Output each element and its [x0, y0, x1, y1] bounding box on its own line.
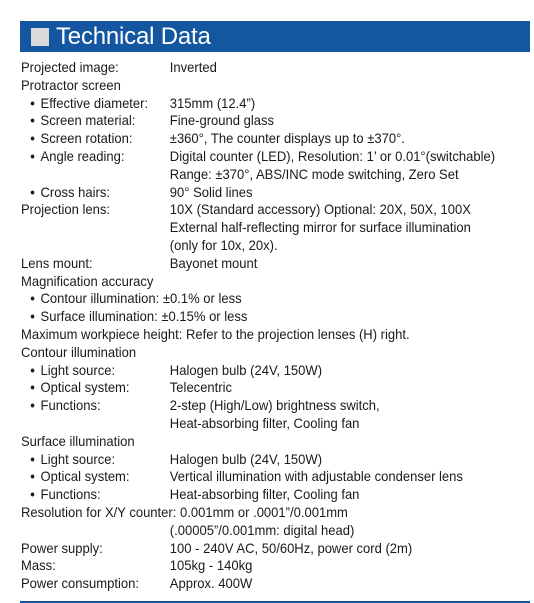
- bullet-icon: •: [30, 379, 35, 396]
- spec-label-text: Lens mount:: [21, 254, 93, 271]
- spec-value: 315mm (12.4”): [169, 94, 256, 111]
- spec-label-text: Surface illumination:: [40, 308, 162, 325]
- spec-row: [21, 379, 495, 397]
- spec-label: [30, 112, 135, 130]
- group-heading-text: Magnification accuracy: [21, 272, 154, 289]
- spec-row: [21, 112, 495, 130]
- spec-row-continuation: [21, 219, 495, 237]
- section-title: Technical Data: [56, 23, 211, 50]
- spec-label: [21, 201, 110, 219]
- spec-value: ±0.15% or less: [161, 308, 248, 325]
- spec-label: [30, 130, 132, 148]
- spec-row-continuation: [21, 166, 495, 184]
- spec-label-text: Projection lens:: [21, 201, 111, 218]
- spec-row-inline: [21, 308, 495, 326]
- bullet-icon: •: [30, 112, 35, 129]
- spec-label-text: Optical system:: [40, 379, 130, 396]
- spec-label: [21, 326, 410, 344]
- group-heading-text: Protractor screen: [21, 76, 121, 93]
- spec-row: [21, 59, 495, 77]
- spec-label: [21, 255, 93, 273]
- spec-label-text: Maximum workpiece height:: [21, 325, 186, 342]
- group-heading-text: Surface illumination: [21, 432, 135, 449]
- spec-group-heading: [21, 433, 495, 451]
- spec-row: [21, 468, 495, 486]
- spec-value: 2-step (High/Low) brightness switch,: [169, 397, 380, 414]
- bullet-icon: •: [30, 94, 35, 111]
- spec-label-text: Light source:: [40, 450, 116, 467]
- spec-label: [30, 184, 110, 202]
- spec-label-text: Angle reading:: [40, 147, 125, 164]
- group-heading-text: Contour illumination: [21, 343, 137, 360]
- spec-list: [21, 59, 531, 593]
- spec-row-continuation: [21, 415, 495, 433]
- spec-label: [21, 575, 139, 593]
- spec-label: [30, 397, 100, 415]
- spec-group-heading: [21, 273, 495, 291]
- spec-value: Heat-absorbing filter, Cooling fan: [169, 486, 360, 503]
- spec-label: [21, 557, 56, 575]
- spec-label: [30, 290, 241, 308]
- spec-row-inline: [21, 290, 495, 308]
- bullet-icon: •: [30, 486, 35, 503]
- spec-label: [21, 540, 103, 558]
- spec-label-text: Cross hairs:: [40, 183, 110, 200]
- bullet-icon: •: [30, 308, 35, 325]
- bullet-icon: •: [30, 397, 35, 414]
- spec-value: 10X (Standard accessory) Optional: 20X, 50X, 100X: [169, 201, 471, 218]
- spec-value: External half-reflecting mirror for surface illumination: [169, 219, 471, 236]
- bullet-icon: •: [30, 130, 35, 147]
- bullet-icon: •: [30, 468, 35, 485]
- spec-label-text: Functions:: [40, 486, 101, 503]
- spec-value: Refer to the projection lenses (H) right.: [185, 325, 410, 342]
- bullet-icon: •: [30, 147, 35, 164]
- header-square-icon: [31, 28, 49, 46]
- spec-value: 90° Solid lines: [169, 183, 253, 200]
- spec-row: [21, 184, 495, 202]
- spec-value: 0.001mm or .0001”/0.001mm: [179, 503, 348, 520]
- bullet-icon: •: [30, 450, 35, 467]
- spec-value: Range: ±370°, ABS/INC mode switching, Zero Set: [169, 165, 459, 182]
- spec-label-text: Screen rotation:: [40, 130, 133, 147]
- spec-value: Bayonet mount: [169, 254, 258, 271]
- spec-label-text: Contour illumination:: [40, 290, 163, 307]
- spec-row: [21, 575, 495, 593]
- spec-label: [30, 148, 124, 166]
- spec-label: [21, 59, 119, 77]
- spec-row: [21, 397, 495, 415]
- spec-value: Heat-absorbing filter, Cooling fan: [169, 414, 360, 431]
- spec-row: [21, 451, 495, 469]
- spec-row: [21, 557, 495, 575]
- spec-row: [21, 540, 495, 558]
- spec-value: Inverted: [169, 59, 217, 75]
- spec-label-text: Effective diameter:: [40, 94, 149, 111]
- bullet-icon: •: [30, 183, 35, 200]
- spec-value: (.00005”/0.001mm: digital head): [169, 521, 355, 538]
- spec-row: [21, 95, 495, 113]
- spec-value: Halogen bulb (24V, 150W): [169, 450, 323, 467]
- spec-row-inline: [21, 504, 495, 522]
- spec-value: 105kg - 140kg: [169, 557, 253, 574]
- spec-label: [30, 468, 129, 486]
- spec-group-heading: [21, 344, 495, 362]
- spec-label: [30, 379, 129, 397]
- spec-label: [30, 308, 247, 326]
- spec-label-text: Resolution for X/Y counter:: [21, 503, 180, 520]
- spec-value: ±360°, The counter displays up to ±370°.: [169, 130, 405, 147]
- section-header: [20, 21, 530, 52]
- spec-row: [21, 130, 495, 148]
- bullet-icon: •: [30, 361, 35, 378]
- spec-value: 100 - 240V AC, 50/60Hz, power cord (2m): [169, 539, 413, 556]
- spec-value: Vertical illumination with adjustable condenser lens: [169, 468, 463, 485]
- spec-value: Fine-ground glass: [169, 112, 275, 129]
- spec-label-text: Functions:: [40, 397, 101, 414]
- spec-value: ±0.1% or less: [162, 290, 242, 307]
- spec-label: [30, 451, 115, 469]
- spec-row: [21, 148, 495, 166]
- spec-label: [21, 504, 348, 522]
- spec-label: [30, 486, 100, 504]
- spec-row: [21, 362, 495, 380]
- spec-label-text: Mass:: [21, 557, 56, 574]
- spec-label-text: Light source:: [40, 361, 116, 378]
- spec-value: Digital counter (LED), Resolution: 1’ or 0.01°(switchable): [169, 147, 496, 164]
- spec-row: [21, 486, 495, 504]
- spec-group-heading: [21, 77, 495, 95]
- spec-row-continuation: [21, 237, 495, 255]
- spec-value: Halogen bulb (24V, 150W): [169, 361, 323, 378]
- spec-label-text: Power supply:: [21, 539, 103, 556]
- spec-row-inline: [21, 326, 495, 344]
- spec-label-text: Projected image:: [21, 59, 119, 75]
- spec-row: [21, 201, 495, 219]
- spec-value: (only for 10x, 20x).: [169, 236, 278, 253]
- spec-label: [30, 95, 148, 113]
- spec-value: Telecentric: [169, 379, 233, 396]
- spec-label-text: Power consumption:: [21, 575, 139, 592]
- bullet-icon: •: [30, 290, 35, 307]
- spec-row-continuation: [21, 522, 495, 540]
- spec-row: [21, 255, 495, 273]
- spec-value: Approx. 400W: [169, 575, 253, 592]
- spec-label-text: Screen material:: [40, 112, 136, 129]
- spec-label: [30, 362, 115, 380]
- spec-label-text: Optical system:: [40, 468, 130, 485]
